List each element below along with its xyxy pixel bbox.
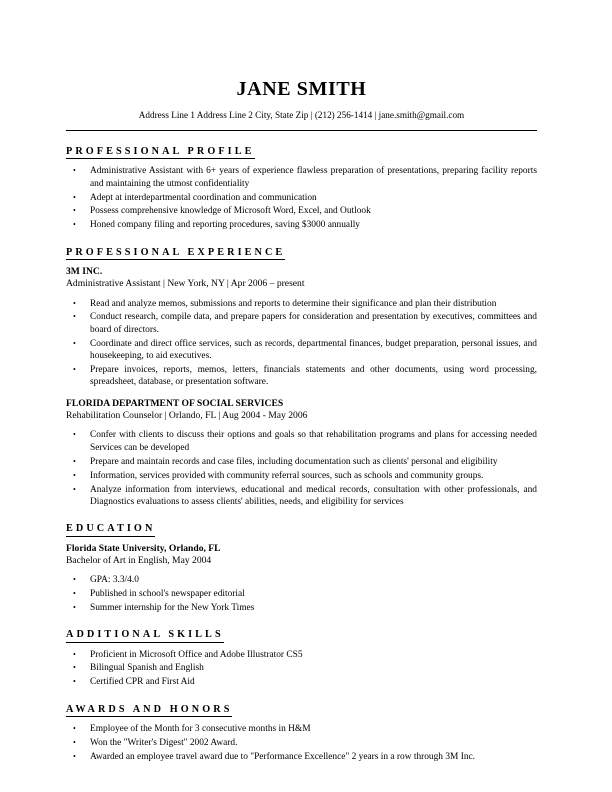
section-education xyxy=(66,518,537,614)
school-name: Florida State University, Orlando, FL xyxy=(66,542,221,554)
section-title-awards-and-honors: AWARDS AND HONORS xyxy=(66,704,232,717)
employer-name: 3M INC. xyxy=(66,266,103,277)
skills-bullet-list xyxy=(66,649,537,689)
section-additional-skills xyxy=(66,624,537,688)
awards-bullet-list xyxy=(66,723,537,763)
section-title-professional-profile: PROFESSIONAL PROFILE xyxy=(66,146,255,159)
list-item: • Information, services provided with community referral sources, such as schools and community groups. xyxy=(66,470,537,482)
list-item: • Read and analyze memos, submissions and reports to determine their significance and plan their distribution xyxy=(66,298,537,310)
resume-content xyxy=(66,78,537,763)
experience-entry-florida xyxy=(66,398,537,508)
experience-bullet-list xyxy=(66,429,537,508)
header-divider xyxy=(66,130,537,131)
section-title-professional-experience: PROFESSIONAL EXPERIENCE xyxy=(66,247,285,260)
list-item: • Prepare invoices, reports, memos, letters, financials statements and other documents, using word processing, spreadsheet, database, or presentation software. xyxy=(66,364,537,389)
experience-bullet-list xyxy=(66,298,537,389)
list-item: • Employee of the Month for 3 consecutive months in H&M xyxy=(66,723,537,735)
list-item: • Conduct research, compile data, and prepare papers for consideration and presentation by executives, committees and board of directors. xyxy=(66,311,537,336)
experience-entry-3m xyxy=(66,266,537,389)
job-title-location-dates: Rehabilitation Counselor | Orlando, FL | Aug 2004 - May 2006 xyxy=(66,410,308,422)
list-item: • GPA: 3.3/4.0 xyxy=(66,574,537,586)
degree-line: Bachelor of Art in English, May 2004 xyxy=(66,554,212,566)
list-item: • Confer with clients to discuss their options and goals so that rehabilitation programs and plans for accessing needed Services can be developed xyxy=(66,429,537,454)
list-item: • Bilingual Spanish and English xyxy=(66,662,537,674)
section-professional-profile xyxy=(66,141,537,232)
list-item: • Proficient in Microsoft Office and Adobe Illustrator CS5 xyxy=(66,649,537,661)
section-awards-and-honors xyxy=(66,699,537,763)
list-item: • Awarded an employee travel award due to "Performance Excellence" 2 years in a row through 3M Inc. xyxy=(66,751,537,763)
job-heading xyxy=(66,398,537,423)
job-title-location-dates: Administrative Assistant | New York, NY | Apr 2006 – present xyxy=(66,278,305,290)
section-professional-experience xyxy=(66,242,537,509)
list-item: • Adept at interdepartmental coordination and communication xyxy=(66,192,537,204)
section-title-education: EDUCATION xyxy=(66,523,155,536)
list-item: • Possess comprehensive knowledge of Microsoft Word, Excel, and Outlook xyxy=(66,205,537,217)
list-item: • Honed company filing and reporting procedures, saving $3000 annually xyxy=(66,219,537,231)
education-bullet-list xyxy=(66,574,537,614)
contact-line: Address Line 1 Address Line 2 City, State Zip | (212) 256-1414 | jane.smith@gmail.com xyxy=(138,110,465,120)
education-heading xyxy=(66,543,537,568)
list-item: • Certified CPR and First Aid xyxy=(66,676,537,688)
profile-bullet-list xyxy=(66,165,537,232)
candidate-name: JANE SMITH xyxy=(236,78,367,100)
section-title-additional-skills: ADDITIONAL SKILLS xyxy=(66,629,224,642)
list-item: • Administrative Assistant with 6+ years of experience flawless preparation of presentations, preparing facility reports and maintaining the utmost confidentiality xyxy=(66,165,537,190)
list-item: • Coordinate and direct office services, such as records, departmental finances, budget preparation, personal issues, and housekeeping, to aid executives. xyxy=(66,338,537,363)
list-item: • Analyze information from interviews, educational and medical records, consultation with other professionals, and Diagnostics evaluations to assess clients' abilities, needs, and eligibility for services xyxy=(66,484,537,509)
list-item: • Published in school's newspaper editorial xyxy=(66,588,537,600)
list-item: • Summer internship for the New York Times xyxy=(66,602,537,614)
list-item: • Won the "Writer's Digest" 2002 Award. xyxy=(66,737,537,749)
resume-header xyxy=(66,78,537,131)
list-item: • Prepare and maintain records and case files, including documentation such as clients' personal and eligibility xyxy=(66,456,537,468)
job-heading xyxy=(66,266,537,291)
employer-name: FLORIDA DEPARTMENT OF SOCIAL SERVICES xyxy=(66,397,284,409)
